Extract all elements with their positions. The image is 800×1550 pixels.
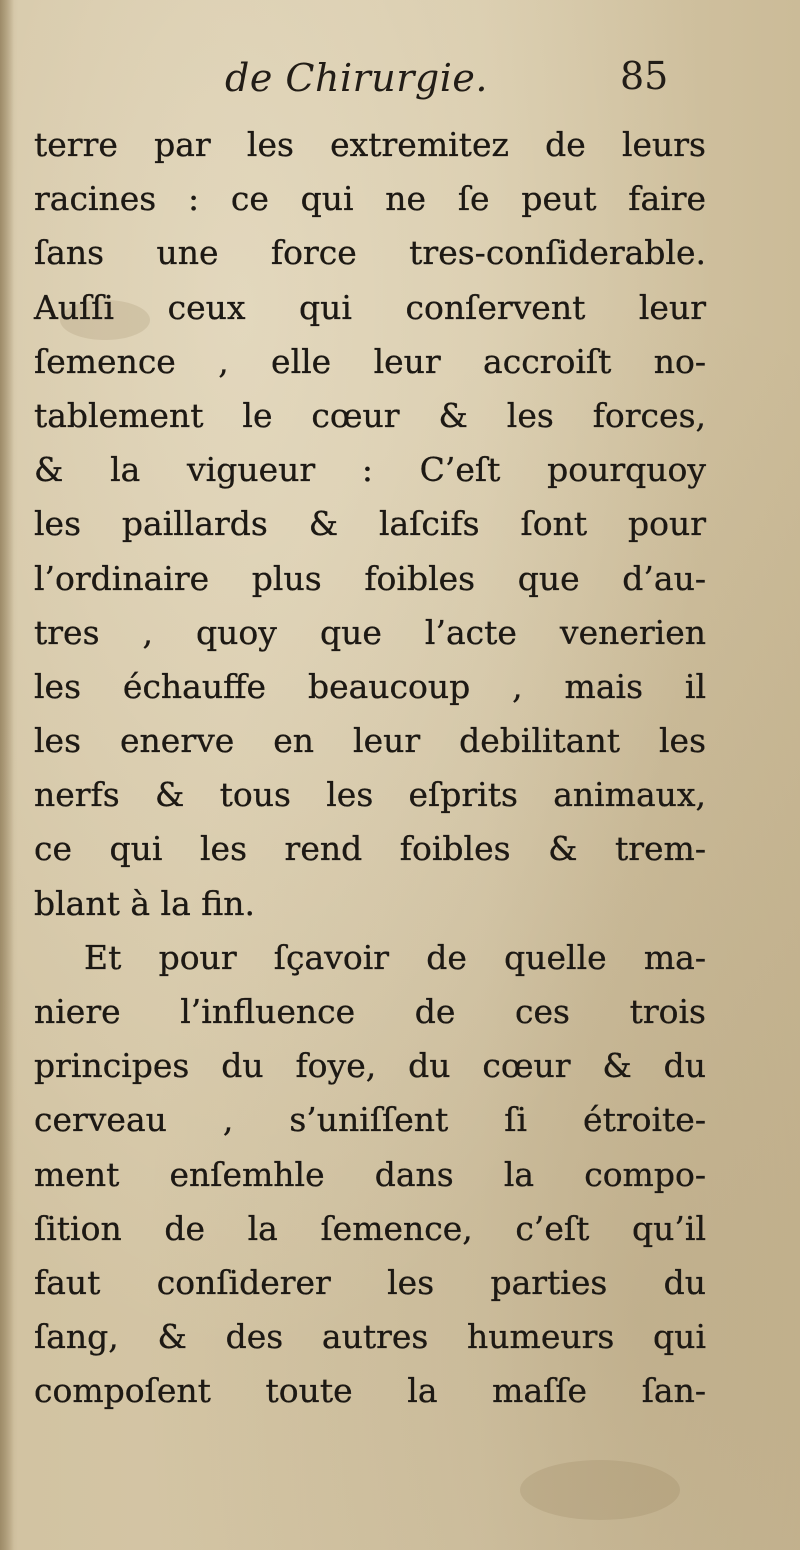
text-line: & la vigueur : C’eſt pourquoy: [34, 450, 706, 490]
text-line: tres , quoy que l’acte venerien: [34, 612, 706, 652]
text-line: tablement le cœur & les forces,: [34, 395, 706, 435]
paragraph-start-line: Et pour ſçavoir de quelle ma-: [84, 937, 706, 977]
text-line: faut conſiderer les parties du: [34, 1262, 706, 1302]
running-title: de Chirurgie.: [225, 56, 488, 100]
paragraph-end-line: blant à la fin.: [34, 883, 255, 923]
page-number: 85: [620, 54, 669, 98]
text-line: l’ordinaire plus foibles que d’au-: [34, 558, 706, 598]
running-head: [0, 48, 800, 118]
text-line: ſans une force tres-conſiderable.: [34, 233, 706, 273]
text-line: niere l’influence de ces trois: [34, 992, 706, 1031]
text-line: Auſſi ceux qui conſervent leur: [34, 287, 706, 327]
text-line: terre par les extremitez de leurs: [34, 125, 706, 164]
text-line: ſemence , elle leur accroiſt no-: [34, 341, 706, 381]
text-line: les échauffe beaucoup , mais il: [34, 666, 706, 706]
paper-stain: [520, 1460, 680, 1520]
text-line: ce qui les rend foibles & trem-: [34, 829, 706, 869]
text-line: principes du foye, du cœur & du: [34, 1046, 706, 1086]
page-gutter-shadow: [0, 0, 14, 1550]
text-line: cerveau , s’uniſſent ſi étroite-: [34, 1100, 706, 1140]
text-line: racines : ce qui ne ſe peut faire: [34, 179, 706, 219]
text-line: compoſent toute la maſſe ſan-: [34, 1371, 706, 1411]
text-line: nerfs & tous les eſprits animaux,: [34, 775, 706, 815]
text-line: les enerve en leur debilitant les: [34, 721, 706, 761]
text-line: les paillards & laſcifs ſont pour: [34, 504, 706, 544]
text-line: ſition de la ſemence, c’eſt qu’il: [34, 1208, 706, 1248]
body-text: [34, 118, 706, 1419]
text-line: ment enſemhle dans la compo-: [34, 1154, 706, 1194]
text-line: ſang, & des autres humeurs qui: [34, 1317, 706, 1357]
